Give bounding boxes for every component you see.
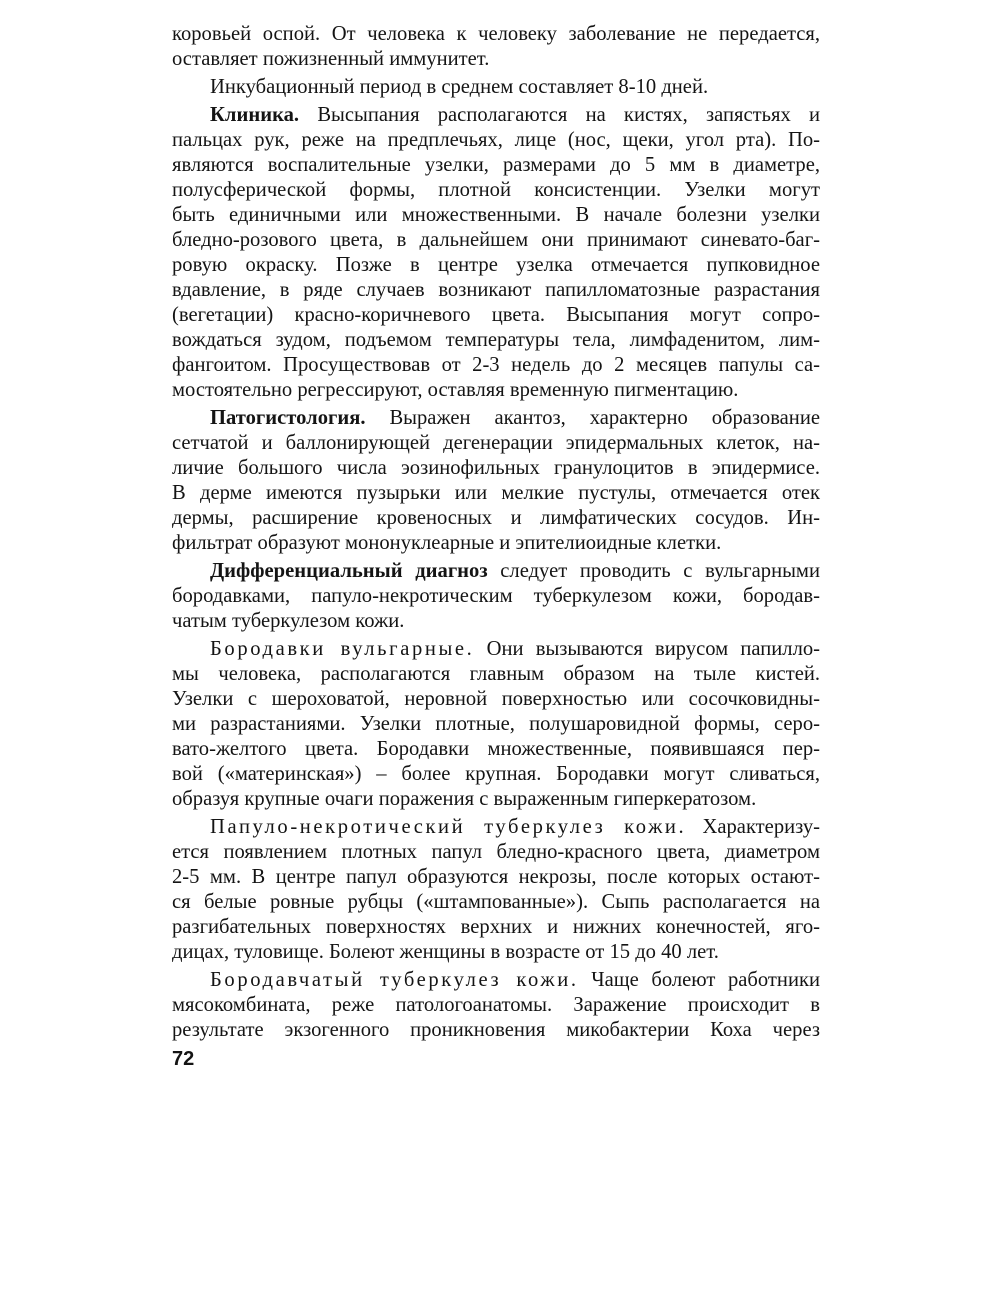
section-heading-verrucous: Бородавчатый туберкулез кожи. (210, 969, 579, 991)
text-line: разгибательных поверхностях верхних и нижних конечностей, яго- (172, 916, 820, 938)
text-line: полусферической формы, плотной консистенции. Узелки могут (172, 179, 820, 201)
text-line: оставляет пожизненный иммунитет. (172, 48, 490, 70)
text-line: являются воспалительные узелки, размерами до 5 мм в диаметре, (172, 154, 820, 176)
text-line: результате экзогенного проникновения микобактерии Коха через (172, 1019, 820, 1041)
text-line: фильтрат образуют мононуклеарные и эпителиоидные клетки. (172, 532, 722, 554)
text-line: бородавками, папуло-некротическим туберкулезом кожи, бородав- (172, 585, 820, 607)
page-number: 72 (172, 1048, 195, 1070)
paragraph-clinic-first-line (172, 103, 820, 128)
text-line: мясокомбината, реже патологоанатомы. Заражение происходит в (172, 994, 820, 1016)
paragraph-differential-first-line (172, 559, 820, 584)
section-heading-pathohistology: Патогистология. (210, 407, 366, 429)
text-line: Узелки с шероховатой, неровной поверхностью или сосочковидны- (172, 688, 820, 710)
text-fragment: Чаще болеют работники (591, 969, 820, 991)
text-line: Инкубационный период в среднем составляет 8-10 дней. (210, 76, 709, 98)
paragraph-warts-first-line (172, 637, 820, 662)
paragraph-verrucous-first-line (172, 968, 820, 993)
text-line: чатым туберкулезом кожи. (172, 610, 405, 632)
text-line: бледно-розового цвета, в дальнейшем они принимают синевато-баг- (172, 229, 820, 251)
text-line: вой («материнская») – более крупная. Бородавки могут сливаться, (172, 763, 820, 785)
page-body (172, 22, 820, 1043)
text-line: пальцах рук, реже на предплечьях, лице (нос, щеки, угол рта). По- (172, 129, 820, 151)
text-fragment: следует проводить с вульгарными (500, 560, 820, 582)
text-fragment: Выражен акантоз, характерно образование (389, 407, 820, 429)
text-fragment: Характеризу- (702, 816, 820, 838)
text-line: образуя крупные очаги поражения с выраженным гиперкератозом. (172, 788, 757, 810)
text-line: ется появлением плотных папул бледно-красного цвета, диаметром (172, 841, 820, 863)
text-line: мы человека, располагаются главным образом на тыле кистей. (172, 663, 820, 685)
text-line: вато-желтого цвета. Бородавки множественные, появившаяся пер- (172, 738, 820, 760)
text-line: вождаться зудом, подъемом температуры тела, лимфаденитом, лим- (172, 329, 820, 351)
paragraph-papulonecrotic-first-line (172, 815, 820, 840)
section-heading-differential: Дифференциальный диагноз (210, 560, 488, 582)
text-line: личие большого числа эозинофильных гранулоцитов в эпидермисе. (172, 457, 820, 479)
text-line: ровую окраску. Позже в центре узелка отмечается пупковидное (172, 254, 820, 276)
text-line: коровьей оспой. От человека к человеку заболевание не передается, (172, 23, 820, 45)
text-fragment: Высыпания располагаются на кистях, запястьях и (317, 104, 820, 126)
text-line: (вегетации) красно-коричневого цвета. Высыпания могут сопро- (172, 304, 820, 326)
text-line: ся белые ровные рубцы («штампованные»). Сыпь располагается на (172, 891, 820, 913)
paragraph-pathohistology-first-line (172, 406, 820, 431)
text-fragment: Они вызываются вирусом папилло- (486, 638, 820, 660)
text-line: мостоятельно регрессируют, оставляя временную пигментацию. (172, 379, 739, 401)
section-heading-clinic: Клиника. (210, 104, 300, 126)
section-heading-papulonecrotic: Папуло-некротический туберкулез кожи. (210, 816, 687, 838)
text-line: фангоитом. Просуществовав от 2-3 недель до 2 месяцев папулы са- (172, 354, 820, 376)
text-line: 2-5 мм. В центре папул образуются некрозы, после которых остают- (172, 866, 820, 888)
text-line: дермы, расширение кровеносных и лимфатических сосудов. Ин- (172, 507, 820, 529)
text-line: В дерме имеются пузырьки или мелкие пустулы, отмечается отек (172, 482, 820, 504)
text-line: дицах, туловище. Болеют женщины в возрасте от 15 до 40 лет. (172, 941, 719, 963)
text-line: быть единичными или множественными. В начале болезни узелки (172, 204, 820, 226)
text-line: сетчатой и баллонирующей дегенерации эпидермальных клеток, на- (172, 432, 820, 454)
section-heading-warts: Бородавки вульгарные. (210, 638, 475, 660)
text-line: ми разрастаниями. Узелки плотные, полушаровидной формы, серо- (172, 713, 820, 735)
text-line: вдавление, в ряде случаев возникают папилломатозные разрастания (172, 279, 820, 301)
